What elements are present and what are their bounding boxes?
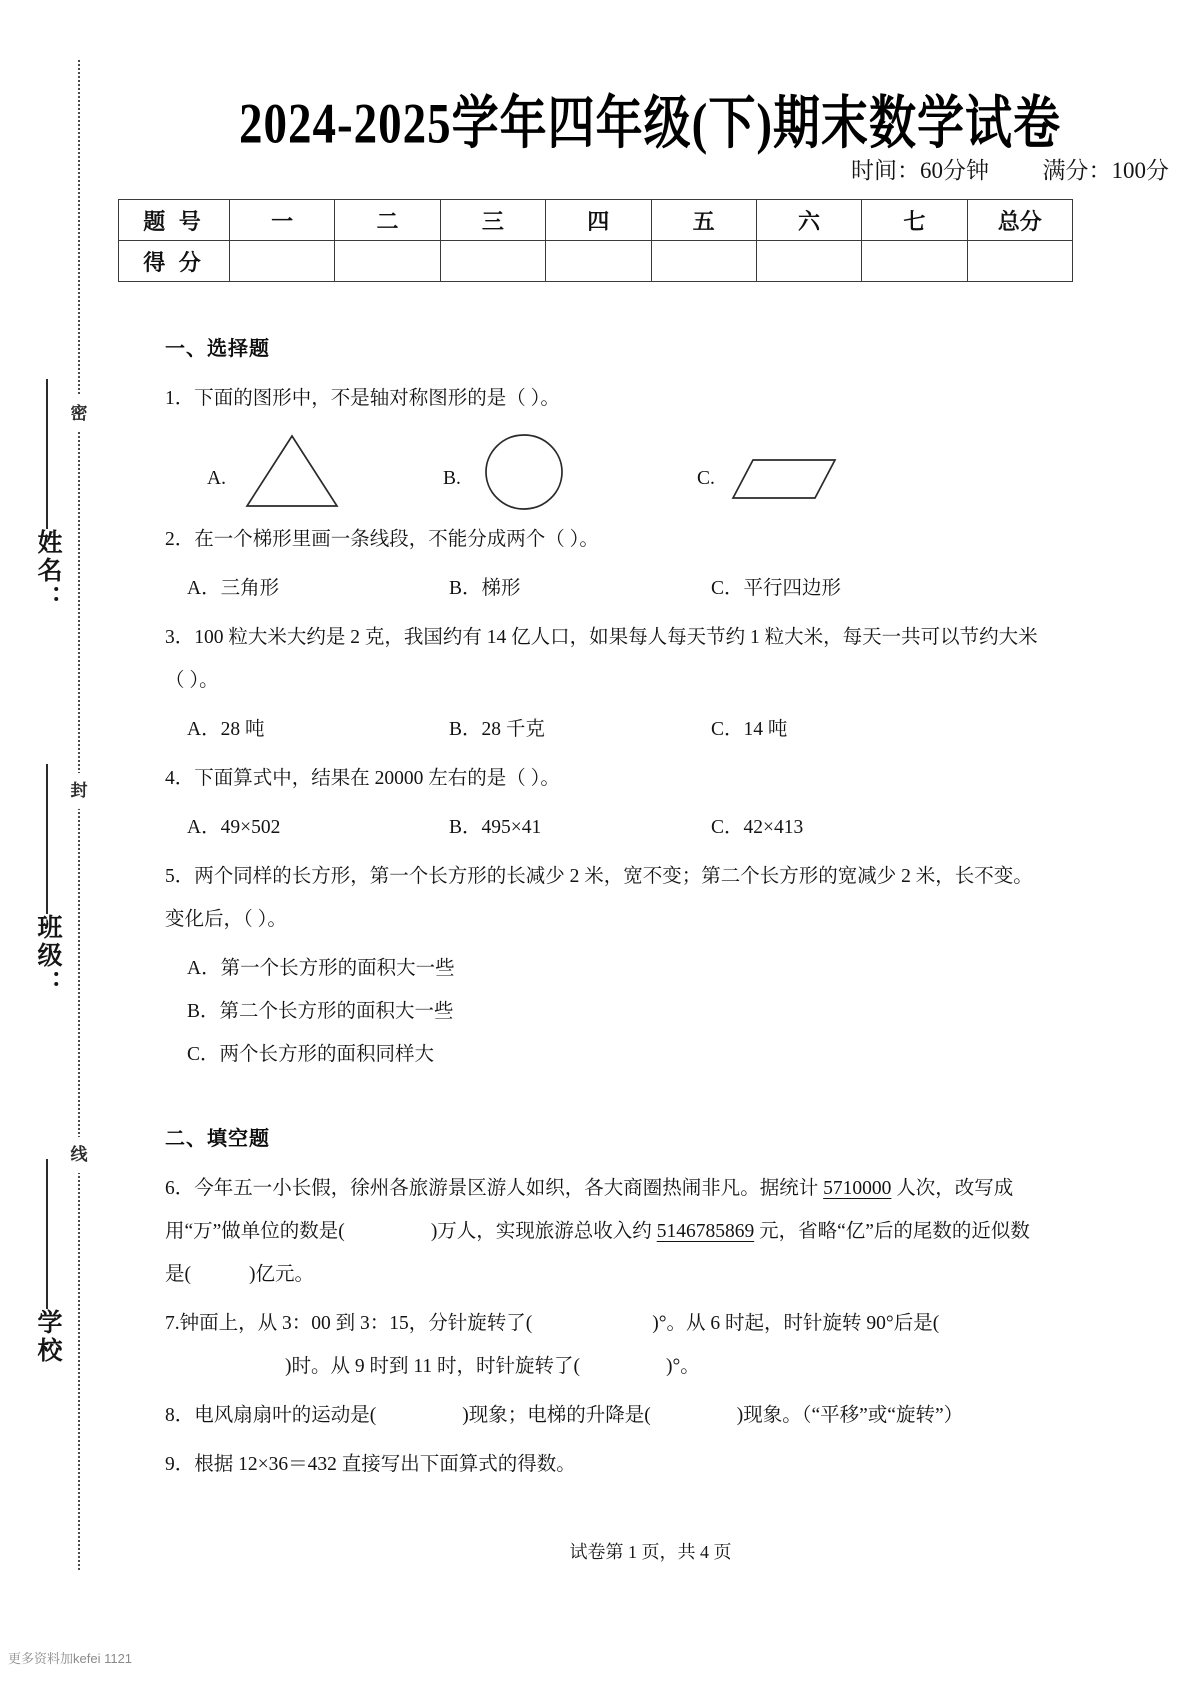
question-3-text: 3．100 粒大米大约是 2 克，我国约有 14 亿人口，如果每人每天节约 1 粒大米，每天一共可以节约大米（ ）。 [165, 627, 1038, 691]
score-cell-6[interactable] [756, 241, 861, 282]
section-heading-fill: 二、填空题 [165, 1128, 270, 1150]
score-table-col-1: 一 [230, 200, 335, 241]
watermark-text: 更多资料加kefei 1121 [8, 1651, 133, 1666]
q6-statistic-visits: 5710000 [823, 1178, 892, 1199]
score-cell-total[interactable] [967, 241, 1072, 282]
question-5-text: 5．两个同样的长方形，第一个长方形的长减少 2 米，宽不变；第二个长方形的宽减少 2 米，长不变。变化后，（ ）。 [165, 866, 1033, 930]
field-school [18, 1155, 76, 1365]
option-5c[interactable]: C．两个长方形的面积同样大 [187, 1044, 435, 1065]
score-table-col-2: 二 [335, 200, 440, 241]
q7-part-1: 7.钟面上，从 3：00 到 3：15，分针旋转了( [165, 1313, 533, 1334]
exam-sheet [110, 0, 1191, 1684]
question-9-text: 9．根据 12×36＝432 直接写出下面算式的得数。 [165, 1454, 576, 1475]
score-table-col-7: 七 [862, 200, 967, 241]
option-2c[interactable]: C．平行四边形 [711, 578, 842, 599]
score-cell-1[interactable] [230, 241, 335, 282]
option-3c[interactable]: C．14 吨 [711, 719, 788, 740]
field-class [18, 760, 76, 998]
school-writing-rule [46, 1159, 48, 1309]
page-footer: 试卷第 1 页，共 4 页 [569, 1542, 732, 1562]
score-cell-5[interactable] [651, 241, 756, 282]
question-3-options [165, 708, 1045, 751]
q7-part-4: )°。 [666, 1356, 700, 1377]
q6-statistic-revenue: 5146785869 [656, 1221, 755, 1242]
question-8-text [165, 1394, 1045, 1437]
score-table-row-label-score: 得 分 [119, 241, 230, 282]
q6-part-4: )万人，实现旅游总收入约 [430, 1221, 657, 1242]
question-2-options [165, 567, 1045, 610]
field-class-label: 班级： [34, 914, 61, 998]
option-4c[interactable]: C．42×413 [711, 817, 804, 838]
score-table-row-label-number: 题 号 [119, 200, 230, 241]
score-cell-4[interactable] [546, 241, 651, 282]
page-title: 2024-2025学年四年级(下)期末数学试卷 [239, 92, 1061, 157]
option-3a[interactable]: A．28 吨 [187, 719, 265, 740]
table-row-scores [119, 241, 1073, 282]
option-2b[interactable]: B．梯形 [449, 578, 521, 599]
option-4b[interactable]: B．495×41 [449, 817, 542, 838]
seal-char-xian: 线 [63, 1139, 95, 1171]
q7-part-2: )°。从 6 时起，时针旋转 90°后是( [652, 1313, 940, 1334]
option-2a[interactable]: A．三角形 [187, 578, 280, 599]
score-cell-3[interactable] [440, 241, 545, 282]
seal-dotted-line [78, 60, 80, 1570]
option-label-1c[interactable]: C. [697, 468, 715, 489]
score-table-col-5: 五 [651, 200, 756, 241]
field-school-label: 学校 [34, 1309, 61, 1365]
score-table [118, 199, 1073, 282]
field-name [18, 375, 76, 613]
score-cell-7[interactable] [862, 241, 967, 282]
section-heading-choice: 一、选择题 [165, 338, 270, 360]
question-1-text: 1．下面的图形中，不是轴对称图形的是（ ）。 [165, 388, 560, 409]
circle-icon [479, 432, 569, 517]
option-4a[interactable]: A．49×502 [187, 817, 281, 838]
option-5a[interactable]: A．第一个长方形的面积大一些 [187, 958, 455, 979]
option-label-1a[interactable]: A. [207, 468, 226, 489]
question-4-text: 4．下面算式中，结果在 20000 左右的是（ ）。 [165, 768, 560, 789]
question-body [165, 332, 1045, 1492]
score-table-col-total: 总分 [967, 200, 1072, 241]
score-table-col-3: 三 [440, 200, 545, 241]
question-4-options [165, 806, 1045, 849]
question-1-shape-options [165, 426, 1045, 518]
q7-part-3: )时。从 9 时到 11 时，时针旋转了( [285, 1356, 581, 1377]
option-5b[interactable]: B．第二个长方形的面积大一些 [187, 1001, 454, 1022]
score-table-col-4: 四 [546, 200, 651, 241]
q6-part-3: 人次，改写成用“万”做单位的数是( [165, 1178, 1014, 1242]
q8-part-2: )现象；电梯的升降是( [462, 1405, 651, 1426]
exam-duration: 时间：60分钟 [851, 158, 989, 183]
seal-char-mi: 密 [63, 398, 95, 430]
q8-part-1: 8．电风扇扇叶的运动是( [165, 1405, 377, 1426]
name-writing-rule [46, 379, 48, 529]
q6-part-1: 6．今年五一小长假，徐州各旅游景区游人如织，各大商圈热闹非凡。据统计 [165, 1178, 824, 1199]
question-7-text [165, 1302, 1045, 1388]
question-6-text [165, 1167, 1045, 1296]
exam-total-score: 满分：100分 [1042, 158, 1169, 183]
class-writing-rule [46, 764, 48, 914]
seal-column [0, 0, 110, 1684]
score-table-col-6: 六 [756, 200, 861, 241]
score-cell-2[interactable] [335, 241, 440, 282]
parallelogram-icon [731, 454, 841, 509]
q6-part-7: )亿元。 [249, 1264, 314, 1285]
q6-part-6: 元，省略“亿”后的尾数的近似数是( [165, 1221, 1030, 1285]
q8-part-3: )现象。（“平移”或“旋转”） [736, 1405, 964, 1426]
exam-meta [851, 152, 1169, 185]
option-3b[interactable]: B．28 千克 [449, 719, 545, 740]
triangle-icon [241, 432, 343, 515]
question-2-text: 2．在一个梯形里画一条线段，不能分成两个（ ）。 [165, 529, 599, 550]
seal-char-feng: 封 [63, 775, 95, 807]
table-row-question-numbers [119, 200, 1073, 241]
option-label-1b[interactable]: B. [443, 468, 461, 489]
field-name-label: 姓名： [34, 529, 61, 613]
